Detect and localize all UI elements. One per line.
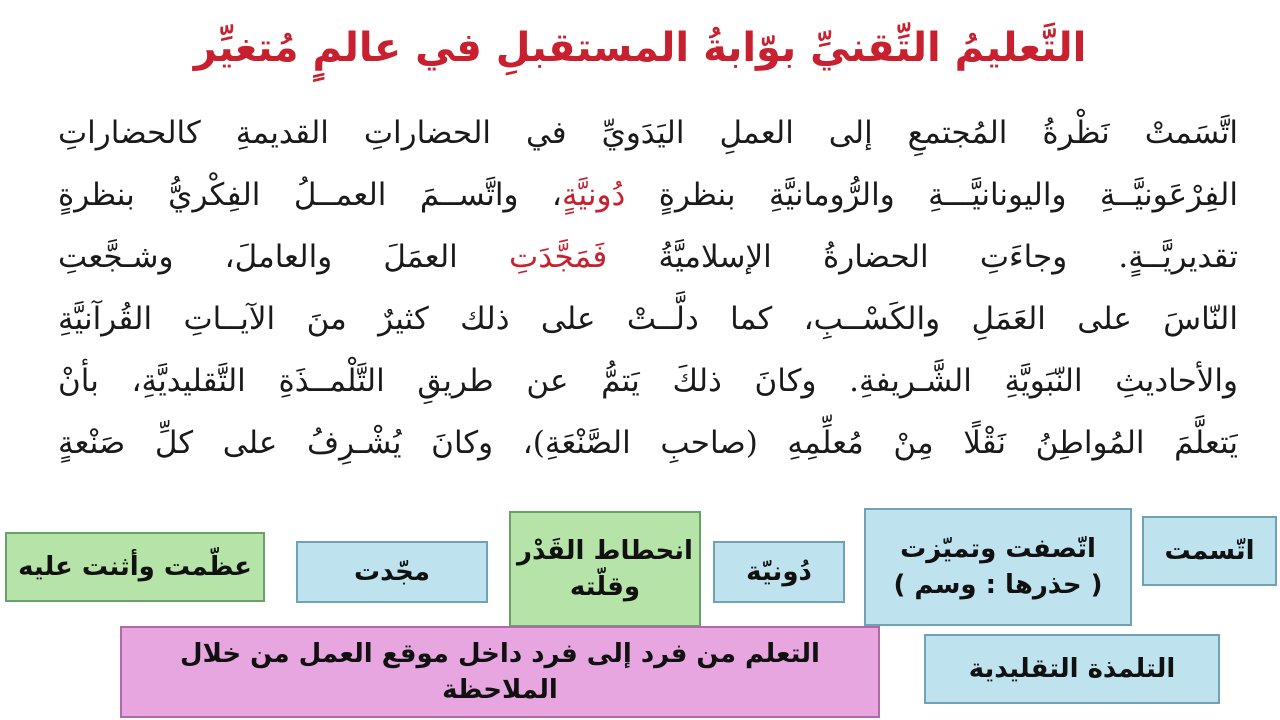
highlighted-word-dooniyya: دُونيَّةٍ [561,177,626,213]
vocab-word-talmaza [924,634,1220,704]
vocab-meaning-line: وقلّته [569,572,641,602]
passage-line-4: النّاسَ على العَمَلِ والكَسْــبِ، كما دلَّــتْ على ذلك كثيرٌ منَ الآيــاتِ القُرآنيَّةِ [58,301,1238,337]
passage-line-2 [58,164,1238,226]
passage-text: الفِرْعَونيَّــةِ واليونانيَّـــةِ والرُّومانيَّةِ بنظرةٍ [658,177,1238,213]
vocab-meaning-text: عظّمت وأثنت عليه [18,552,252,582]
passage-text: ، واتَّســمَ العمــلُ الفِكْريُّ بنظرةٍ [58,177,562,213]
highlighted-word-majjadat: فَمَجَّدَتِ [509,239,608,275]
vocab-root-note: ( حذرها : وسم ) [893,570,1103,600]
vocab-word-text: التلمذة التقليدية [968,654,1176,684]
vocab-meaning-inhitat [509,511,701,627]
vocab-word-text: مجّدت [354,557,430,587]
vocab-word-text: اتّسمت [1164,536,1255,566]
passage-text: العمَلَ والعاملَ، وشـجَّعتِ [58,239,458,275]
vocab-word-text: دُونيّة [746,557,812,587]
vocab-meaning-text: التعلم من فرد إلى فرد داخل موقع العمل من خلال الملاحظة [180,639,820,705]
lesson-title: التَّعليمُ التِّقنيِّ بوّابةُ المستقبلِ في عالمٍ مُتغيِّر [193,25,1087,71]
vocab-word-ittasamat [1142,516,1277,586]
passage-text: تقديريَّــةٍ. وجاءَتِ الحضارةُ الإسلاميَّةُ [658,239,1238,275]
passage-line-3 [58,226,1238,288]
passage-line-1: اتَّسَمتْ نَظْرةُ المُجتمعِ إلى العملِ اليَدَويِّ في الحضاراتِ القديمةِ كالحضاراتِ [58,115,1238,151]
vocab-meaning-talmaza [120,626,880,718]
vocab-meaning-ittasafat [864,508,1132,626]
passage-line-6: يَتعلَّمَ المُواطِنُ نَقْلًا مِنْ مُعلِّمِهِ (صاحبِ الصَّنْعَةِ)، وكانَ يُشْـرِفُ على كلِّ صَنْعةٍ [58,425,1238,461]
vocab-word-majjadat [296,541,488,603]
passage-line-5: والأحاديثِ النّبَويَّةِ الشَّـريفةِ. وكانَ ذلكَ يَتمُّ عن طريقِ التَّلْمــذَةِ التَّقليديَّةِ، بأنْ [58,363,1238,399]
vocab-word-dooniyya [713,541,845,603]
vocab-meaning-line: اتّصفت وتميّزت [900,534,1096,564]
vocab-meaning-azzamat [5,532,265,602]
vocab-meaning-line: انحطاط القَدْر [517,536,693,566]
reading-passage [58,102,1238,474]
